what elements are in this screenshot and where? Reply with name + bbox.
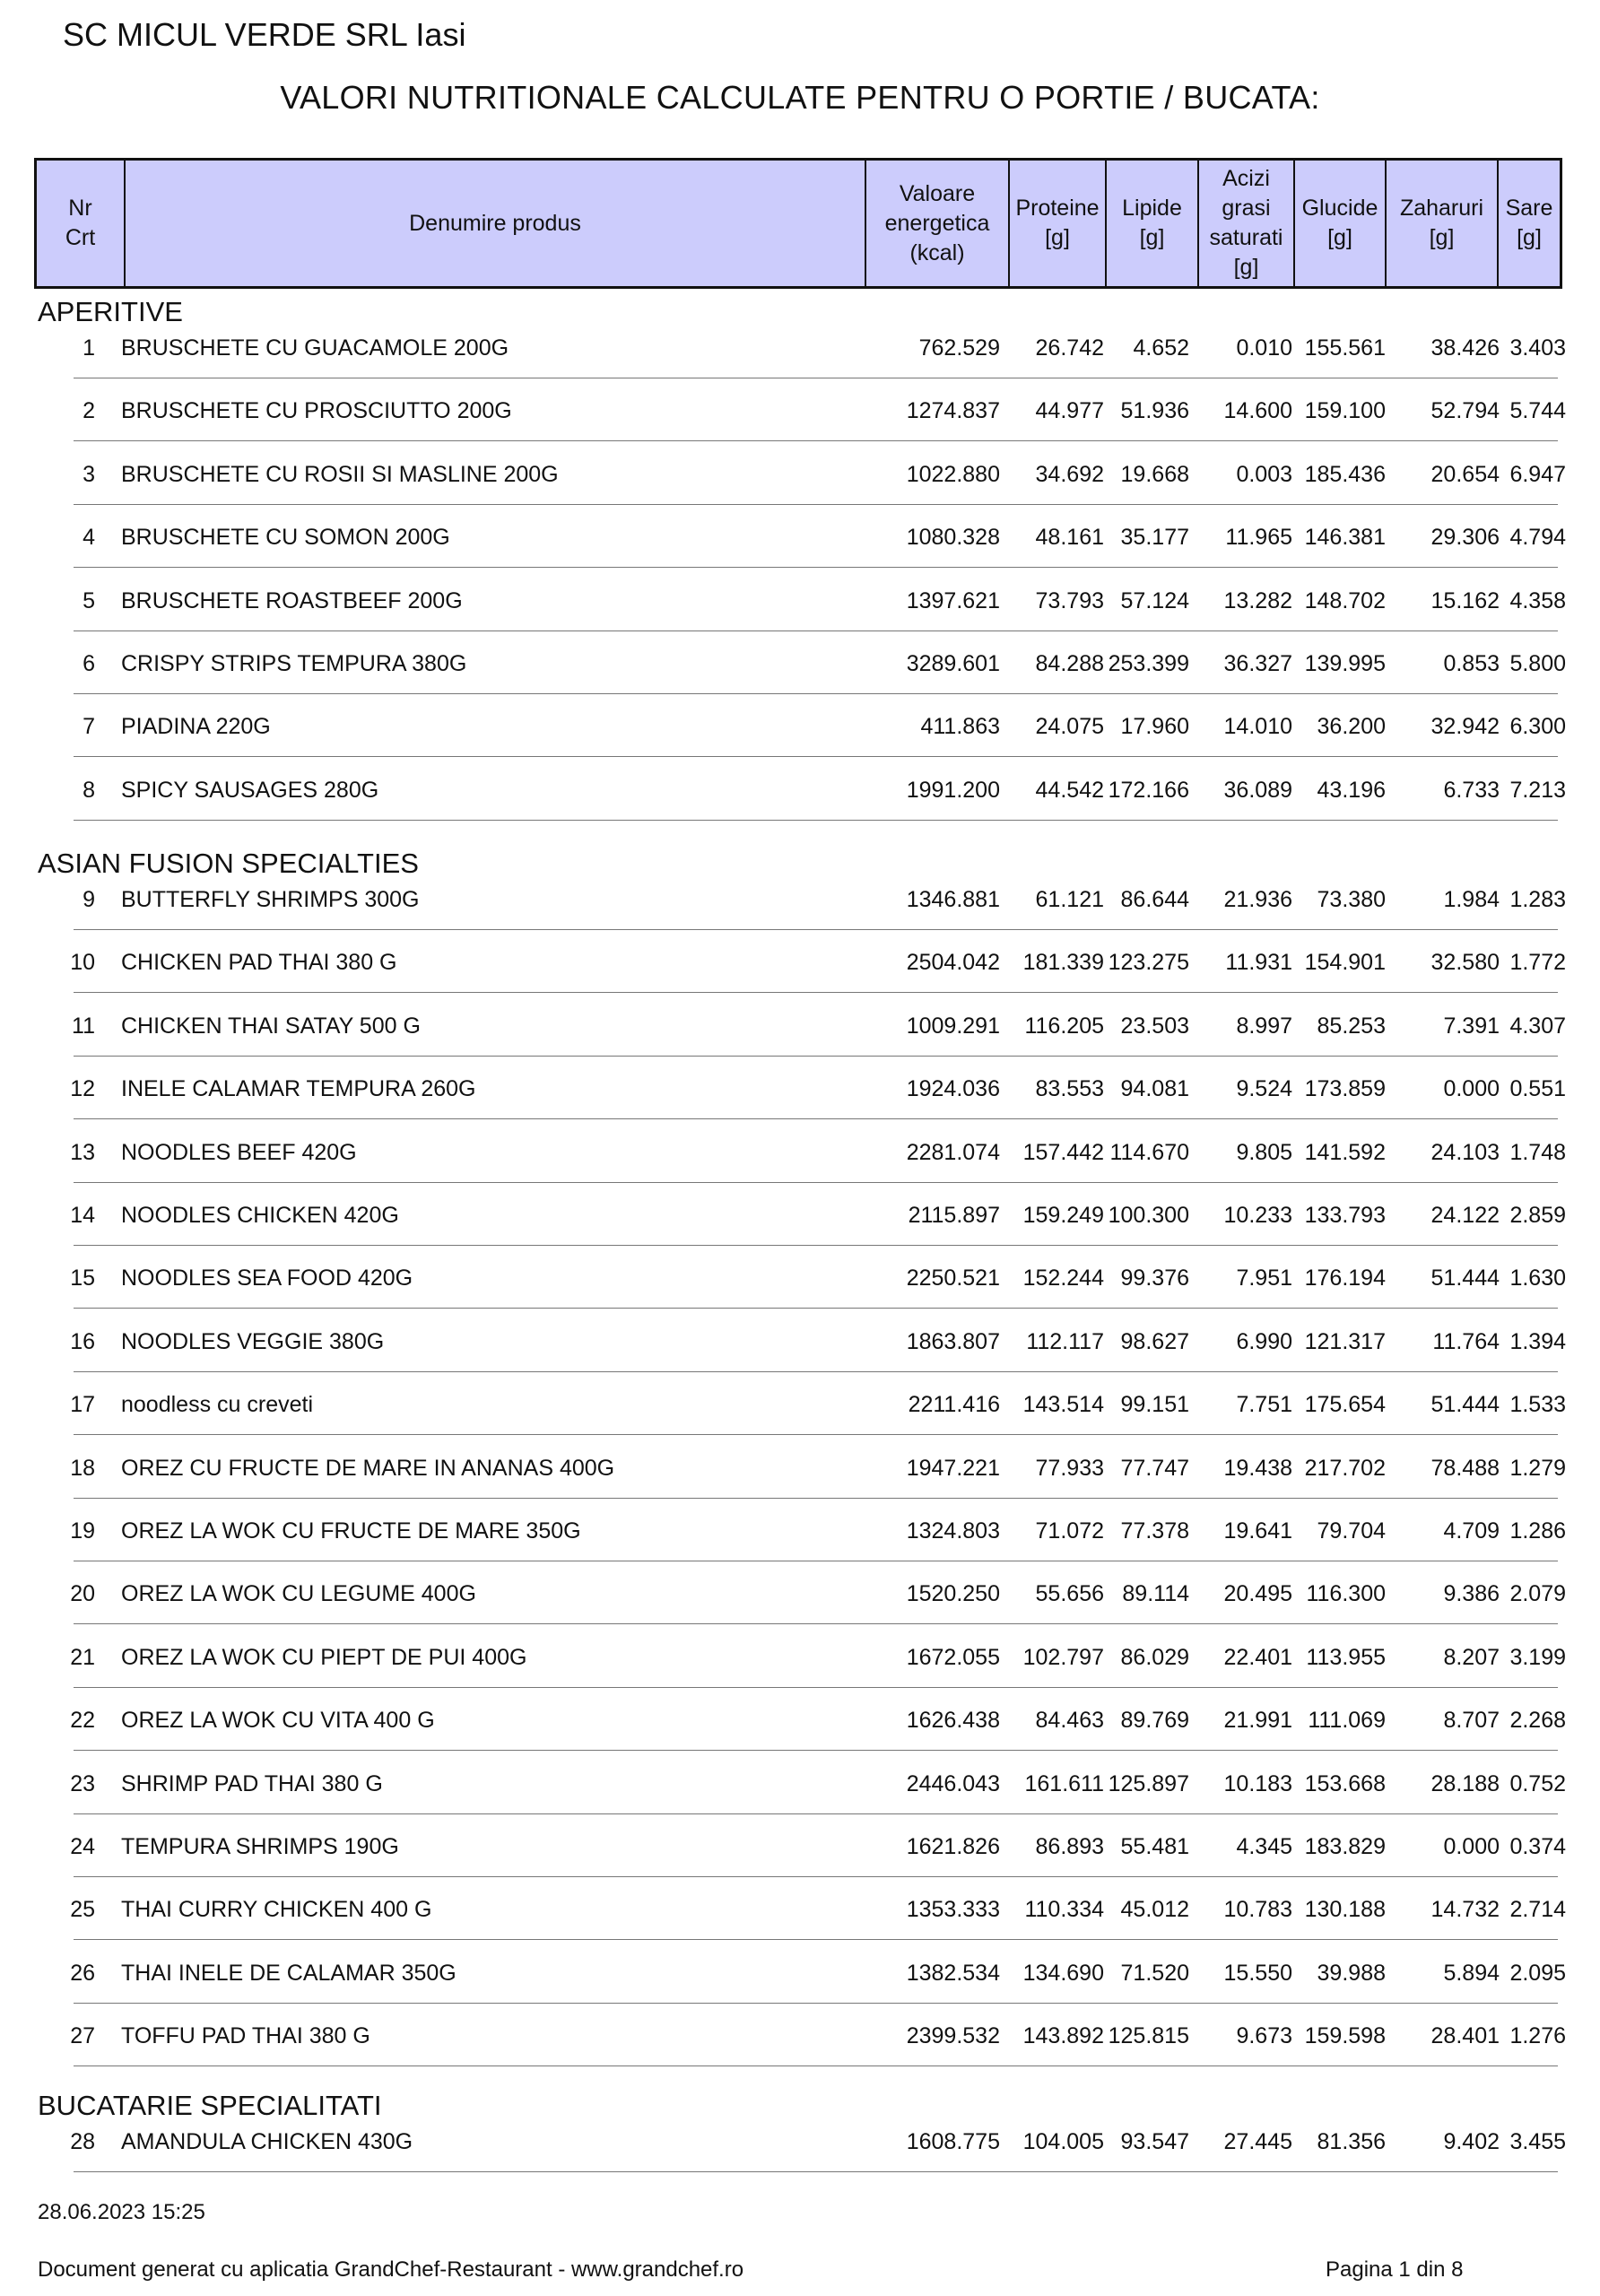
row-lipids: 17.960: [1120, 714, 1189, 740]
row-salt: 3.199: [1509, 1644, 1566, 1670]
row-salt: 6.947: [1509, 461, 1566, 487]
header-carbohydrates: Glucide [g]: [1293, 161, 1385, 286]
row-product-name: CRISPY STRIPS TEMPURA 380G: [121, 651, 467, 676]
row-salt: 1.630: [1509, 1265, 1566, 1292]
row-carbohydrates: 116.300: [1306, 1581, 1386, 1607]
row-salt: 4.307: [1509, 1013, 1566, 1039]
row-lipids: 45.012: [1120, 1897, 1189, 1923]
row-energy: 1397.621: [906, 587, 1000, 613]
row-energy: 2399.532: [906, 2023, 1000, 2049]
row-carbohydrates: 183.829: [1304, 1834, 1386, 1859]
row-lipids: 99.151: [1120, 1392, 1189, 1418]
row-lipids: 93.547: [1120, 2129, 1189, 2154]
row-nr: 21: [70, 1644, 95, 1670]
row-separator: [74, 1056, 1558, 1057]
row-product-name: NOODLES BEEF 420G: [121, 1139, 357, 1165]
row-saturated-fats: 4.345: [1236, 1834, 1292, 1859]
row-salt: 2.079: [1509, 1581, 1566, 1607]
row-proteins: 152.244: [1022, 1265, 1104, 1292]
row-sugars: 32.580: [1430, 950, 1500, 976]
row-saturated-fats: 8.997: [1236, 1013, 1292, 1039]
row-energy: 2446.043: [906, 1770, 1000, 1796]
row-sugars: 15.162: [1430, 587, 1500, 613]
row-separator: [74, 440, 1558, 441]
row-saturated-fats: 11.965: [1225, 525, 1292, 551]
row-energy: 1626.438: [906, 1708, 1000, 1734]
row-salt: 1.286: [1509, 1518, 1566, 1544]
row-energy: 1274.837: [906, 398, 1000, 424]
row-salt: 4.358: [1509, 587, 1566, 613]
row-salt: 1.533: [1509, 1392, 1566, 1418]
row-sugars: 28.188: [1430, 1770, 1500, 1796]
header-nr-crt: Nr Crt: [65, 196, 96, 250]
row-lipids: 77.378: [1120, 1518, 1189, 1544]
row-salt: 3.403: [1509, 335, 1566, 361]
row-sugars: 52.794: [1430, 398, 1500, 424]
row-sugars: 1.984: [1443, 887, 1500, 912]
row-separator: [74, 1182, 1558, 1183]
row-proteins: 73.793: [1035, 587, 1104, 613]
row-separator: [74, 1371, 1558, 1372]
section-heading: BUCATARIE SPECIALITATI: [38, 2090, 382, 2121]
row-nr: 17: [70, 1392, 95, 1418]
row-nr: 13: [70, 1139, 95, 1165]
header-saturated-fats: Acizi grasi saturati [g]: [1197, 161, 1293, 286]
row-nr: 15: [70, 1265, 95, 1292]
row-energy: 2504.042: [906, 950, 1000, 976]
row-carbohydrates: 81.356: [1317, 2129, 1386, 2154]
row-product-name: THAI INELE DE CALAMAR 350G: [121, 1960, 457, 1986]
row-lipids: 57.124: [1120, 587, 1189, 613]
row-product-name: TEMPURA SHRIMPS 190G: [121, 1834, 399, 1859]
row-nr: 12: [70, 1076, 95, 1102]
row-salt: 0.752: [1509, 1770, 1566, 1796]
row-product-name: OREZ CU FRUCTE DE MARE IN ANANAS 400G: [121, 1455, 615, 1481]
row-sugars: 20.654: [1430, 461, 1500, 487]
row-separator: [74, 2003, 1558, 2004]
row-sugars: 9.402: [1443, 2129, 1500, 2154]
row-carbohydrates: 139.995: [1304, 651, 1386, 676]
row-proteins: 84.288: [1035, 651, 1104, 676]
row-nr: 16: [70, 1328, 95, 1354]
row-separator: [74, 1308, 1558, 1309]
row-energy: 2211.416: [908, 1392, 1000, 1418]
row-nr: 10: [70, 950, 95, 976]
row-separator: [74, 929, 1558, 930]
row-saturated-fats: 0.010: [1236, 335, 1292, 361]
row-sugars: 14.732: [1430, 1897, 1500, 1923]
row-proteins: 181.339: [1022, 950, 1104, 976]
row-proteins: 134.690: [1022, 1960, 1104, 1986]
row-proteins: 48.161: [1035, 525, 1104, 551]
row-separator: [74, 992, 1558, 993]
row-nr: 1: [83, 335, 95, 361]
row-product-name: OREZ LA WOK CU PIEPT DE PUI 400G: [121, 1644, 527, 1670]
row-proteins: 159.249: [1022, 1203, 1104, 1228]
row-proteins: 55.656: [1035, 1581, 1104, 1607]
row-product-name: BRUSCHETE CU SOMON 200G: [121, 525, 450, 551]
row-sugars: 6.733: [1443, 777, 1500, 803]
row-separator: [74, 2171, 1558, 2172]
row-nr: 26: [70, 1960, 95, 1986]
row-carbohydrates: 153.668: [1304, 1770, 1386, 1796]
row-carbohydrates: 113.955: [1306, 1644, 1386, 1670]
row-saturated-fats: 11.931: [1225, 950, 1292, 976]
row-product-name: SHRIMP PAD THAI 380 G: [121, 1770, 383, 1796]
row-carbohydrates: 159.598: [1304, 2023, 1386, 2049]
header-lipids: Lipide [g]: [1105, 161, 1197, 286]
header-product-name: Denumire produs: [124, 161, 865, 286]
row-lipids: 51.936: [1120, 398, 1189, 424]
row-saturated-fats: 10.183: [1223, 1770, 1292, 1796]
row-energy: 1863.807: [906, 1328, 1000, 1354]
row-nr: 27: [70, 2023, 95, 2049]
row-product-name: BRUSCHETE CU PROSCIUTTO 200G: [121, 398, 512, 424]
row-product-name: PIADINA 220G: [121, 714, 271, 740]
row-carbohydrates: 79.704: [1317, 1518, 1386, 1544]
row-saturated-fats: 21.991: [1223, 1708, 1292, 1734]
row-carbohydrates: 85.253: [1317, 1013, 1386, 1039]
row-product-name: CHICKEN THAI SATAY 500 G: [121, 1013, 421, 1039]
row-lipids: 19.668: [1120, 461, 1189, 487]
row-salt: 2.859: [1509, 1203, 1566, 1228]
row-lipids: 99.376: [1120, 1265, 1189, 1292]
row-salt: 1.772: [1509, 950, 1566, 976]
row-sugars: 29.306: [1430, 525, 1500, 551]
row-separator: [74, 693, 1558, 694]
row-product-name: NOODLES VEGGIE 380G: [121, 1328, 385, 1354]
row-product-name: NOODLES SEA FOOD 420G: [121, 1265, 413, 1292]
row-proteins: 84.463: [1035, 1708, 1104, 1734]
row-carbohydrates: 175.654: [1304, 1392, 1386, 1418]
row-sugars: 24.122: [1430, 1203, 1500, 1228]
row-lipids: 71.520: [1120, 1960, 1189, 1986]
row-proteins: 112.117: [1026, 1328, 1104, 1354]
row-product-name: BRUSCHETE CU ROSII SI MASLINE 200G: [121, 461, 559, 487]
row-sugars: 28.401: [1430, 2023, 1500, 2049]
row-carbohydrates: 173.859: [1304, 1076, 1386, 1102]
row-energy: 1022.880: [906, 461, 1000, 487]
row-sugars: 38.426: [1430, 335, 1500, 361]
row-lipids: 86.029: [1120, 1644, 1189, 1670]
row-separator: [74, 1876, 1558, 1877]
row-nr: 9: [83, 887, 95, 912]
row-product-name: BRUSCHETE CU GUACAMOLE 200G: [121, 335, 509, 361]
row-lipids: 253.399: [1108, 651, 1189, 676]
row-separator: [74, 1498, 1558, 1499]
row-saturated-fats: 36.327: [1223, 651, 1292, 676]
row-salt: 5.744: [1509, 398, 1566, 424]
row-saturated-fats: 20.495: [1223, 1581, 1292, 1607]
row-proteins: 77.933: [1035, 1455, 1104, 1481]
row-nr: 25: [70, 1897, 95, 1923]
row-energy: 1621.826: [906, 1834, 1000, 1859]
row-nr: 4: [83, 525, 95, 551]
row-carbohydrates: 146.381: [1304, 525, 1386, 551]
row-nr: 3: [83, 461, 95, 487]
row-energy: 1924.036: [906, 1076, 1000, 1102]
row-separator: [74, 567, 1558, 568]
row-energy: 2281.074: [906, 1139, 1000, 1165]
row-energy: 1353.333: [906, 1897, 1000, 1923]
row-salt: 3.455: [1509, 2129, 1566, 2154]
row-saturated-fats: 9.805: [1236, 1139, 1292, 1165]
row-sugars: 0.853: [1443, 651, 1500, 676]
row-sugars: 0.000: [1443, 1076, 1500, 1102]
row-nr: 6: [83, 651, 95, 676]
row-lipids: 89.769: [1120, 1708, 1189, 1734]
row-lipids: 77.747: [1120, 1455, 1189, 1481]
row-nr: 5: [83, 587, 95, 613]
row-separator: [74, 1118, 1558, 1119]
row-product-name: OREZ LA WOK CU FRUCTE DE MARE 350G: [121, 1518, 581, 1544]
row-sugars: 7.391: [1443, 1013, 1500, 1039]
row-saturated-fats: 9.524: [1236, 1076, 1292, 1102]
row-proteins: 104.005: [1022, 2129, 1104, 2154]
row-saturated-fats: 22.401: [1223, 1644, 1292, 1670]
row-separator: [74, 820, 1558, 821]
row-carbohydrates: 159.100: [1304, 398, 1386, 424]
row-sugars: 32.942: [1430, 714, 1500, 740]
row-salt: 5.800: [1509, 651, 1566, 676]
row-proteins: 71.072: [1035, 1518, 1104, 1544]
row-separator: [74, 1750, 1558, 1751]
row-nr: 22: [70, 1708, 95, 1734]
row-lipids: 55.481: [1120, 1834, 1189, 1859]
row-separator: [74, 1939, 1558, 1940]
row-nr: 8: [83, 777, 95, 803]
row-saturated-fats: 9.673: [1236, 2023, 1292, 2049]
row-salt: 0.551: [1509, 1076, 1566, 1102]
row-separator: [74, 1813, 1558, 1814]
row-energy: 2250.521: [906, 1265, 1000, 1292]
row-nr: 11: [72, 1013, 95, 1039]
row-sugars: 11.764: [1432, 1328, 1500, 1354]
row-energy: 1520.250: [906, 1581, 1000, 1607]
footer-datetime: 28.06.2023 15:25: [38, 2200, 205, 2224]
row-energy: 762.529: [918, 335, 1000, 361]
row-lipids: 98.627: [1120, 1328, 1189, 1354]
row-separator: [74, 756, 1558, 757]
row-lipids: 94.081: [1120, 1076, 1189, 1102]
row-energy: 3289.601: [906, 651, 1000, 676]
row-saturated-fats: 15.550: [1223, 1960, 1292, 1986]
row-separator: [74, 1434, 1558, 1435]
row-proteins: 102.797: [1022, 1644, 1104, 1670]
row-energy: 1991.200: [906, 777, 1000, 803]
row-energy: 1608.775: [906, 2129, 1000, 2154]
row-sugars: 78.488: [1430, 1455, 1500, 1481]
row-carbohydrates: 39.988: [1317, 1960, 1386, 1986]
row-salt: 7.213: [1509, 777, 1566, 803]
row-saturated-fats: 36.089: [1223, 777, 1292, 803]
row-salt: 2.268: [1509, 1708, 1566, 1734]
row-salt: 1.748: [1509, 1139, 1566, 1165]
row-salt: 2.095: [1509, 1960, 1566, 1986]
row-saturated-fats: 14.600: [1223, 398, 1292, 424]
row-carbohydrates: 148.702: [1304, 587, 1386, 613]
row-sugars: 8.707: [1443, 1708, 1500, 1734]
row-sugars: 0.000: [1443, 1834, 1500, 1859]
row-product-name: BUTTERFLY SHRIMPS 300G: [121, 887, 420, 912]
row-salt: 1.283: [1509, 887, 1566, 912]
row-product-name: TOFFU PAD THAI 380 G: [121, 2023, 370, 2049]
row-carbohydrates: 154.901: [1304, 950, 1386, 976]
row-lipids: 125.815: [1108, 2023, 1189, 2049]
row-energy: 1324.803: [906, 1518, 1000, 1544]
row-carbohydrates: 73.380: [1317, 887, 1386, 912]
row-saturated-fats: 7.951: [1236, 1265, 1292, 1292]
document-title: VALORI NUTRITIONALE CALCULATE PENTRU O PORTIE / BUCATA:: [280, 79, 1320, 116]
row-lipids: 86.644: [1120, 887, 1189, 912]
row-proteins: 86.893: [1035, 1834, 1104, 1859]
row-sugars: 24.103: [1430, 1139, 1500, 1165]
row-carbohydrates: 155.561: [1304, 335, 1386, 361]
row-saturated-fats: 19.641: [1223, 1518, 1292, 1544]
row-carbohydrates: 111.069: [1308, 1708, 1386, 1734]
row-product-name: noodless cu creveti: [121, 1392, 314, 1418]
table-header: [34, 158, 1562, 289]
section-heading: APERITIVE: [38, 296, 183, 327]
row-lipids: 23.503: [1120, 1013, 1189, 1039]
row-proteins: 83.553: [1035, 1076, 1104, 1102]
row-lipids: 114.670: [1109, 1139, 1189, 1165]
row-energy: 2115.897: [908, 1203, 1000, 1228]
row-proteins: 61.121: [1035, 887, 1104, 912]
footer-generated-by: Document generat cu aplicatia GrandChef-Restaurant - www.grandchef.ro: [38, 2257, 744, 2282]
row-saturated-fats: 13.282: [1223, 587, 1292, 613]
header-salt: Sare [g]: [1497, 161, 1560, 286]
row-carbohydrates: 36.200: [1317, 714, 1386, 740]
row-lipids: 125.897: [1108, 1770, 1189, 1796]
row-proteins: 110.334: [1024, 1897, 1104, 1923]
row-saturated-fats: 21.936: [1223, 887, 1292, 912]
row-energy: 1382.534: [906, 1960, 1000, 1986]
row-nr: 24: [70, 1834, 95, 1859]
row-lipids: 100.300: [1108, 1203, 1189, 1228]
row-separator: [74, 504, 1558, 505]
row-lipids: 4.652: [1133, 335, 1189, 361]
row-carbohydrates: 133.793: [1304, 1203, 1386, 1228]
row-energy: 1947.221: [906, 1455, 1000, 1481]
row-proteins: 24.075: [1035, 714, 1104, 740]
row-carbohydrates: 176.194: [1304, 1265, 1386, 1292]
row-salt: 1.394: [1509, 1328, 1566, 1354]
row-nr: 20: [70, 1581, 95, 1607]
row-carbohydrates: 217.702: [1304, 1455, 1386, 1481]
row-product-name: AMANDULA CHICKEN 430G: [121, 2129, 413, 2154]
row-separator: [74, 1245, 1558, 1246]
row-separator: [74, 1623, 1558, 1624]
row-product-name: OREZ LA WOK CU LEGUME 400G: [121, 1581, 476, 1607]
row-saturated-fats: 0.003: [1236, 461, 1292, 487]
row-salt: 1.279: [1509, 1455, 1566, 1481]
row-sugars: 5.894: [1443, 1960, 1500, 1986]
row-sugars: 51.444: [1430, 1392, 1500, 1418]
row-energy: 1080.328: [906, 525, 1000, 551]
row-carbohydrates: 130.188: [1304, 1897, 1386, 1923]
row-lipids: 172.166: [1108, 777, 1189, 803]
row-nr: 2: [83, 398, 95, 424]
row-saturated-fats: 6.990: [1236, 1328, 1292, 1354]
header-proteins: Proteine [g]: [1008, 161, 1105, 286]
row-energy: 411.863: [920, 714, 1000, 740]
row-product-name: SPICY SAUSAGES 280G: [121, 777, 379, 803]
row-energy: 1346.881: [906, 887, 1000, 912]
row-saturated-fats: 19.438: [1223, 1455, 1292, 1481]
row-salt: 6.300: [1509, 714, 1566, 740]
row-energy: 1672.055: [906, 1644, 1000, 1670]
row-energy: 1009.291: [906, 1013, 1000, 1039]
footer-page-number: Pagina 1 din 8: [1326, 2257, 1464, 2282]
row-sugars: 51.444: [1430, 1265, 1500, 1292]
row-saturated-fats: 27.445: [1223, 2129, 1292, 2154]
row-proteins: 26.742: [1035, 335, 1104, 361]
row-salt: 1.276: [1509, 2023, 1566, 2049]
row-nr: 18: [70, 1455, 95, 1481]
row-lipids: 35.177: [1120, 525, 1189, 551]
row-sugars: 9.386: [1443, 1581, 1500, 1607]
row-carbohydrates: 185.436: [1304, 461, 1386, 487]
row-lipids: 123.275: [1108, 950, 1189, 976]
row-nr: 19: [70, 1518, 95, 1544]
row-salt: 0.374: [1509, 1834, 1566, 1859]
row-saturated-fats: 14.010: [1223, 714, 1292, 740]
row-product-name: THAI CURRY CHICKEN 400 G: [121, 1897, 432, 1923]
section-heading: ASIAN FUSION SPECIALTIES: [38, 848, 419, 879]
header-energy: Valoare energetica (kcal): [865, 161, 1008, 286]
row-product-name: CHICKEN PAD THAI 380 G: [121, 950, 397, 976]
row-carbohydrates: 141.592: [1304, 1139, 1386, 1165]
row-separator: [74, 1687, 1558, 1688]
row-nr: 23: [70, 1770, 95, 1796]
header-sugars: Zaharuri [g]: [1385, 161, 1497, 286]
company-name: SC MICUL VERDE SRL Iasi: [63, 16, 466, 53]
row-salt: 2.714: [1509, 1897, 1566, 1923]
row-proteins: 116.205: [1024, 1013, 1104, 1039]
row-carbohydrates: 43.196: [1317, 777, 1386, 803]
row-product-name: BRUSCHETE ROASTBEEF 200G: [121, 587, 463, 613]
row-salt: 4.794: [1509, 525, 1566, 551]
row-proteins: 161.611: [1024, 1770, 1104, 1796]
row-saturated-fats: 7.751: [1236, 1392, 1292, 1418]
row-product-name: NOODLES CHICKEN 420G: [121, 1203, 399, 1228]
row-sugars: 4.709: [1443, 1518, 1500, 1544]
row-proteins: 157.442: [1022, 1139, 1104, 1165]
row-proteins: 143.514: [1022, 1392, 1104, 1418]
row-product-name: INELE CALAMAR TEMPURA 260G: [121, 1076, 476, 1102]
row-sugars: 8.207: [1443, 1644, 1500, 1670]
row-proteins: 44.977: [1035, 398, 1104, 424]
row-proteins: 34.692: [1035, 461, 1104, 487]
row-proteins: 44.542: [1035, 777, 1104, 803]
row-proteins: 143.892: [1022, 2023, 1104, 2049]
row-lipids: 89.114: [1122, 1581, 1189, 1607]
row-saturated-fats: 10.233: [1223, 1203, 1292, 1228]
row-nr: 7: [83, 714, 95, 740]
row-nr: 28: [70, 2129, 95, 2154]
row-saturated-fats: 10.783: [1223, 1897, 1292, 1923]
row-carbohydrates: 121.317: [1304, 1328, 1386, 1354]
row-nr: 14: [70, 1203, 95, 1228]
row-product-name: OREZ LA WOK CU VITA 400 G: [121, 1708, 435, 1734]
